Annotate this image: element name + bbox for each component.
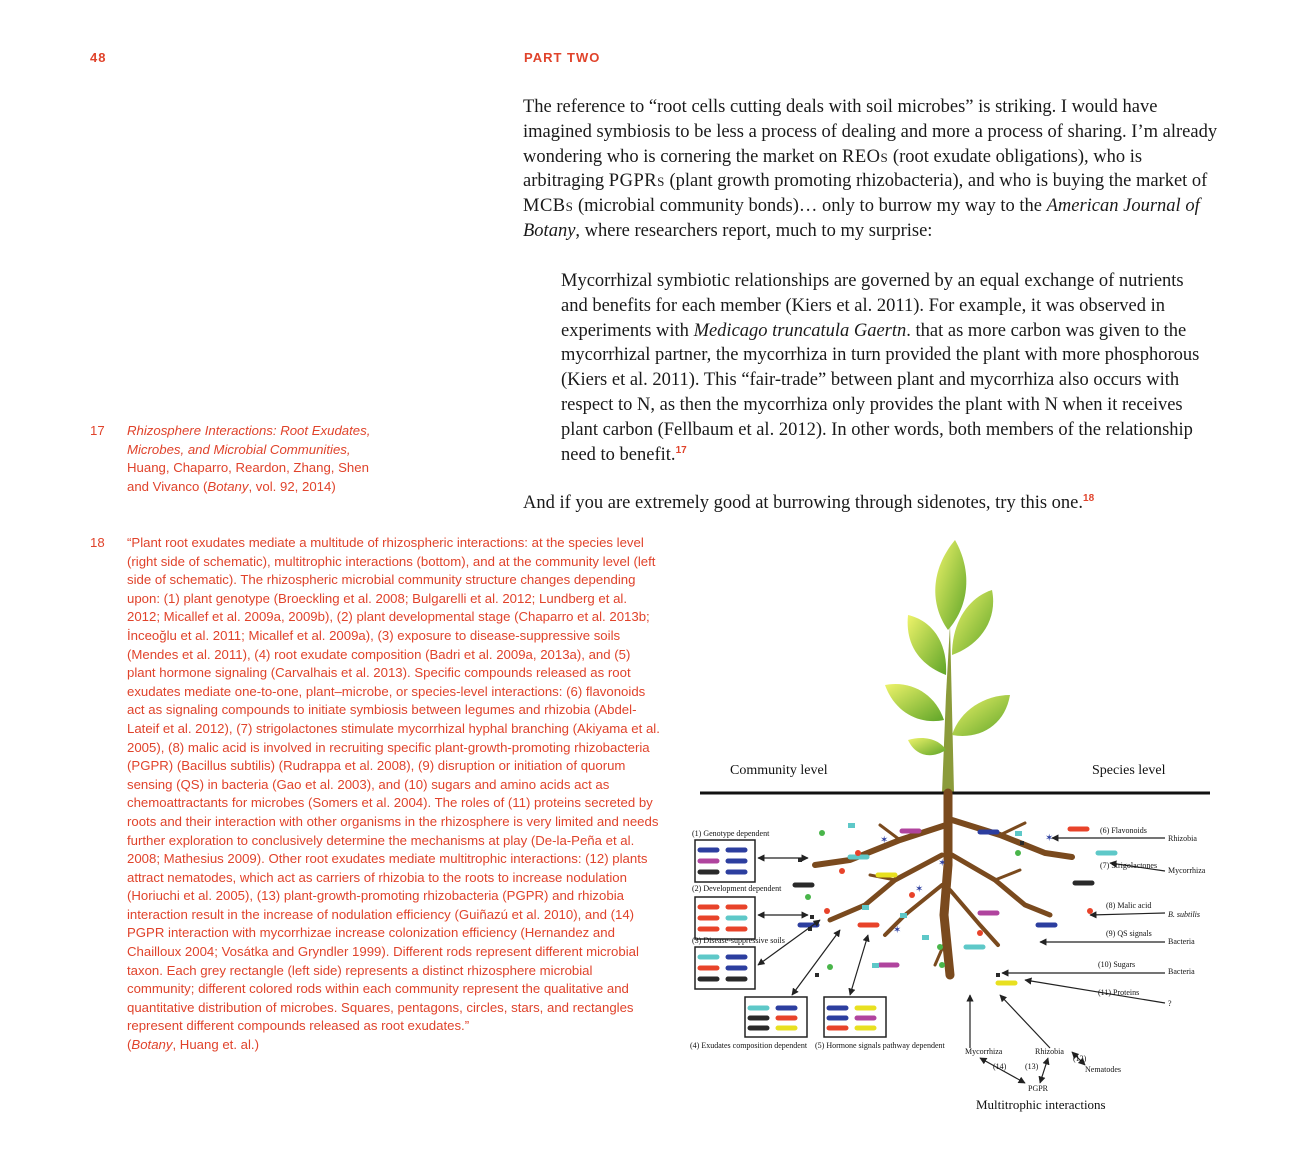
block-quote: Mycorrhizal symbiotic relationships are governed by an equal exchange of nutrients and benefits for each member (Kiers et al. 2011). For example, it was observed in experiments with Medicago truncatula Gaertn. that as more carbon was given to the mycorrhizal partner, the mycorrhiza in turn provided the plant with more phosphorous (Kiers et al. 2011). This “fair-trade” between plant and mycorrhiza also occurs with respect to N, as then the mycorrhiza only provides the plant with N when it receives plant carbon (Fellbaum et al. 2012). In other words, both members of the relationship need to benefit.$^{17}$: [561, 271, 1200, 465]
svg-text:(5) Hormone signals pathway de: (5) Hormone signals pathway dependent: [815, 1041, 945, 1050]
exudate-square: [815, 973, 819, 977]
exudate-rectangle: [862, 905, 869, 910]
svg-text:Rhizobia: Rhizobia: [1168, 834, 1197, 843]
svg-text:(14): (14): [993, 1062, 1007, 1071]
footnote-ref-18[interactable]: 18: [1083, 492, 1095, 504]
exudate-square: [996, 973, 1000, 977]
exudate-rectangle: [1015, 831, 1022, 836]
svg-text:(1) Genotype dependent: (1) Genotype dependent: [692, 829, 770, 838]
multitrophic-title: Multitrophic interactions: [976, 1097, 1106, 1112]
sidenote-17: 17 Rhizosphere Interactions: Root Exudates, Microbes, and Microbial Communities, Huang, Chaparro, Reardon, Zhang, Shen and Vivanco (Botany, vol. 92, 2014): [90, 423, 371, 494]
svg-text:(11) Proteins: (11) Proteins: [1098, 988, 1140, 997]
exudate-star: ✶: [1045, 833, 1054, 844]
svg-text:Nematodes: Nematodes: [1085, 1065, 1121, 1074]
exudate-square: [1020, 841, 1024, 845]
exudate-star: ✶: [938, 858, 947, 869]
exudate-circle: [977, 930, 983, 936]
page-number: 48: [90, 50, 107, 65]
sidenote-18: 18 “Plant root exudates mediate a multitude of rhizospheric interactions: at the species level (right side of schematic), multitrophic interactions (bottom), and at the community level (left side of schematic). The rhizospheric microbial community structure changes depending upon: (1) plant genotype (Broeckling et al. 2008; Bulgarelli et al. 2012; Lundberg et al. 2012; Micallef et al. 2009a, 2009b), (2) plant developmental stage (Chaparro et al. 2013b; İnceoğlu et al. 2011; Micallef et al. 2009a), (3) exposure to disease-suppressive soils (Mendes et al. 2011), (4) root exudate composition (Badri et al. 2009a, 2013a), and (5) plant hormone signaling (Carvalhais et al. 2013). Specific compounds released as root exudates mediate one-to-one, plant–microbe, or species-level interactions: (6) flavonoids act as signaling compounds to initiate symbiosis between legumes and rhizobia (Abdel-Lateif et al. 2012), (7) strigolactones stimulate mycorrhizal hyphal branching (Akiyama et al. 2005), (8) malic acid is involved in recruiting specific plant-growth-promoting rhizobacteria (PGPR) (Bacillus subtilis) (Rudrappa et al. 2008), (9) disruption or initiation of quorum sensing (QS) in bacteria (Gao et al. 2003), and (10) sugars and amino acids act as chemoattractants for microbes (Somers et al. 2004). The roles of (11) proteins secreted by roots and their interaction with other organisms in the rhizosphere is very limited and needs further exploration to conclusively determine the mechanisms at play (De-la-Peña et al. 2008; Mathesius 2009). Other root exudates mediate multitrophic interactions: (12) plants attract nematodes, which act as carriers of rhizobia to the roots to increase nodulation (Horiuchi et al. 2005), (13) plant-growth-promoting rhizobacteria (PGPR) and rhizobia interaction result in the increase of nodulation efficiency (Guiñazú et al. 2010), and (14) PGPR interaction with mycorrhizae increase colonization efficiency (Hernandez and Chailloux 2004; Vosátka and Gryndler 1999). Different rods represent different microbial taxon. Each grey rectangle (left side) represents a distinct rhizosphere microbial community; different colored rods within each community represent the qualitative and quantitative distribution of microbes. Squares, pentagons, circles, stars, and rectangles represent different compounds released as root exudates.” (Botany, Huang et. al.): [90, 535, 660, 1053]
svg-text:(12): (12): [1073, 1054, 1087, 1063]
svg-text:Mycorrhiza: Mycorrhiza: [1168, 866, 1206, 875]
exudate-circle: [827, 964, 833, 970]
exudate-circle: [939, 962, 945, 968]
exudate-rectangle: [922, 935, 929, 940]
svg-text:?: ?: [1168, 999, 1172, 1008]
svg-text:(3) Disease-suppressive soils: (3) Disease-suppressive soils: [692, 936, 785, 945]
exudate-circle: [839, 868, 845, 874]
svg-text:(10) Sugars: (10) Sugars: [1098, 960, 1136, 969]
exudate-rectangle: [900, 913, 907, 918]
svg-text:(6) Flavonoids: (6) Flavonoids: [1100, 826, 1147, 835]
rhizosphere-figure: [680, 535, 1225, 1120]
svg-text:Bacteria: Bacteria: [1168, 967, 1195, 976]
exudate-star: ✶: [915, 884, 924, 895]
svg-text:(4) Exudates composition depen: (4) Exudates composition dependent: [690, 1041, 808, 1050]
svg-text:(8) Malic acid: (8) Malic acid: [1106, 901, 1152, 910]
multitrophic-labels: [965, 1047, 1121, 1093]
exudate-circle: [824, 908, 830, 914]
svg-text:Rhizobia: Rhizobia: [1035, 1047, 1064, 1056]
svg-text:Bacteria: Bacteria: [1168, 937, 1195, 946]
root-system: [815, 793, 1072, 975]
exudate-rectangle: [848, 823, 855, 828]
exudate-rectangle: [872, 963, 879, 968]
intro-paragraph: The reference to “root cells cutting deals with soil microbes” is striking. I would have imagined symbiosis to be less a process of dealing and more a process of sharing. I’m already wondering who is cornering the market on REOs (root exudate obligations), who is arbitraging PGPRs (plant growth promoting rhizobacteria), and who is buying the market of MCBs (microbial community bonds)… only to burrow my way to the American Journal of Botany, where researchers report, much to my surprise:: [523, 97, 1218, 241]
exudate-circle: [1087, 908, 1093, 914]
svg-text:(9) QS signals: (9) QS signals: [1106, 929, 1152, 938]
svg-text:B. subtilis: B. subtilis: [1168, 910, 1201, 919]
svg-text:(13): (13): [1025, 1062, 1039, 1071]
community-level-label: Community level: [730, 763, 828, 778]
exudate-star: ✶: [893, 925, 902, 936]
running-head: PART TWO: [524, 50, 601, 65]
closing-paragraph: And if you are extremely good at burrowing through sidenotes, try this one.$^{18}$: [523, 492, 1095, 513]
svg-text:(2) Development dependent: (2) Development dependent: [692, 884, 782, 893]
species-level-label: Species level: [1092, 763, 1166, 778]
exudate-square: [810, 915, 814, 919]
svg-text:(7) Strigolactones: (7) Strigolactones: [1100, 861, 1158, 870]
svg-text:PGPR: PGPR: [1028, 1084, 1049, 1093]
exudate-circle: [937, 944, 943, 950]
exudate-circle: [855, 850, 861, 856]
exudate-circle: [805, 894, 811, 900]
exudate-circle: [1015, 850, 1021, 856]
footnote-ref-17[interactable]: 17: [675, 444, 687, 456]
svg-text:Mycorrhiza: Mycorrhiza: [965, 1047, 1003, 1056]
exudate-star: ✶: [880, 835, 889, 846]
plant-illustration: [885, 540, 1010, 793]
exudate-circle: [819, 830, 825, 836]
